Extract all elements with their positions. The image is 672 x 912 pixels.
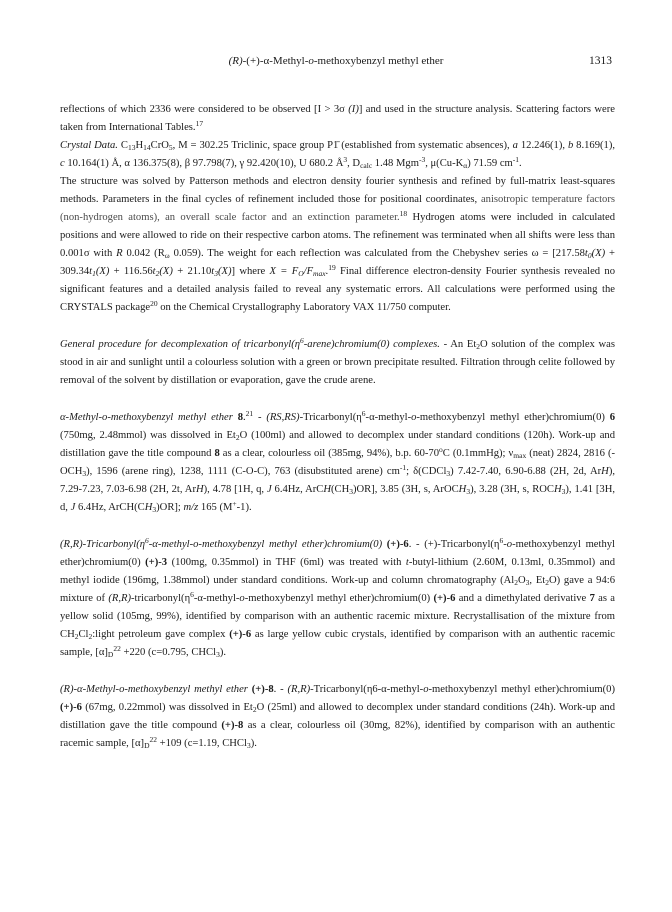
paragraph-crystal-data: Crystal Data. $C_{13}H_{14}CrO_5$, M = 302.25 Triclinic, space group P1̄ (established from systematic absences), a 12.246(1), b 8.169(1), c 10.164(1) Å, α 136.375(8), β 97.798(7), γ 92.420(10), U 680.2 $Å^3$, $D_{calc}$ 1.48 Mgm$^{-3}$, $\mu(Cu-K_\alpha)$ 71.59 $cm^{-1}$.	[60, 140, 615, 170]
paragraph-general-procedure: General procedure for decomplexation of $tricarbonyl(\eta^6-arene)chromium(0)$ complexes. - An $Et_2O$ solution of the complex was stood in air and sunlight until a colourless solution with a green or brown precipitate resulted. Filtration through celite followed by removal of the solvent by distillation or evaporation, gave the crude arene.	[60, 336, 615, 386]
paragraph-complex-6: $(R,R)-Tricarbonyl(\eta^6-\alpha-methyl-o$-methoxybenzyl methyl ether)chromium(0) (+)-6. - $(+)-Tricarbonyl(\eta^6-o$-methoxybenzyl methyl ether)chromium(0) (+)-3 (100mg, 0.35mmol) in THF (6ml) was treated with t-butyl-lithium (2.60M, 0.13ml, 0.35mmol) and methyl iodide (196mg, 1.38mmol) under standard conditions. Work-up and column chromatography ($Al_2O_3$, $Et_2O$) gave a 94:6 mixture of $(R,R)-tricarbonyl(\eta^6-\alpha-methyl-o$-methoxybenzyl methyl ether)chromium(0) (+)-6 and a dimethylated derivative 7 as a yellow solid (105mg, 99%), identified by comparison with an authentic racemic mixture. Recrystallisation of the mixture from $CH_2Cl_2:light$ petroleum gave complex (+)-6 as large yellow cubic crystals, identified by comparison with an authentic racemic sample, $[\alpha]_D^{22} +220$ (c=0.795, CHCl$_3$).	[60, 536, 615, 659]
running-title: (R)-(+)-α-Methyl-o-methoxybenzyl methyl ether	[228, 55, 444, 67]
paragraph-reflections: reflections of which 2336 were considered to be observed [I > 3σ (I)] and used in the structure analysis. Scattering factors were taken from International Tables.$^{17}$	[60, 104, 615, 133]
body-text	[60, 101, 615, 753]
paragraph-compound-8: α-Methyl-o-methoxybenzyl methyl ether $8.21 - (RS,RS)-Tricarbonyl(\eta^6-\alpha-methyl-o$-methoxybenzyl methyl ether)chromium(0) 6 (750mg, 2.48mmol) was dissolved in $Et_2O$ (100ml) and allowed to decomplex under standard conditions (120h). Work-up and distillation gave the title compound 8 as a clear, colourless oil (385mg, 94%), b.p. 60-70$^o$C (0.1mmHg); $\nu_{max}$ (neat) 2824, 2816 $(-OCH_3)$, 1596 (arene ring), 1238, 1111 (C-O-C), 763 (disubstituted arene) $cm^{-1}$; δ(CDCl$_3$) 7.42-7.40, 6.90-6.88 (2H, 2d, ArH), 7.29-7.23, 7.03-6.98 (2H, 2t, ArH), 4.78 [1H, q, J 6.4Hz, $ArCH(CH_3)OR$], 3.85 (3H, s, ArOCH$_3$), 3.28 (3H, s, $ROCH_3$), 1.41 [3H, d, J 6.4Hz, $ArCH(CH_3)OR$]; m/z 165 (M+-1).	[60, 409, 616, 514]
page-number: 1313	[589, 55, 612, 67]
paragraph-structure-solution: The structure was solved by Patterson methods and electron density fourier synthesis and refined by full-matrix least-squares methods. Parameters in the final cycles of refinement included those for positional coordinates, anisotropic temperature factors (non-hydrogen atoms), an overall scale factor and an extinction parameter.$^{18}$ Hydrogen atoms were included in calculated positions and were allowed to ride on their respective carbon atoms. The refinement was terminated when all shifts were less than 0.001σ with R 0.042 ($R_\omega$ 0.059). The weight for each reflection was calculated from the Chebyshev series $\omega = [217.58t_0(X) + 309.34t_1(X) + 116.56t_2(X) + 21.10t_3(X)]$ where $X = F_O/F_{max}.^{19}$ Final difference electron-density Fourier synthesis revealed no significant features and a detailed analysis failed to reveal any systematic errors. All calculations were performed using the CRYSTALS package$^{20}$ on the Chemical Crystallography Laboratory VAX 11/750 computer.	[60, 176, 615, 313]
paragraph-compound-plus-8: (R)-α-Methyl-o-methoxybenzyl methyl ether (+)-8. - (R,R)-Tricarbonyl(η6-α-methyl-o-methoxybenzyl methyl ether)chromium(0) (+)-6 (67mg, 0.22mmol) was dissolved in $Et_2O$ (25ml) and allowed to decomplex under standard conditions (24h). Work-up and distillation gave the title compound (+)-8 as a clear, colourless oil (30mg, 82%), identified by comparison with an authentic racemic sample, $[\alpha]_D^{22} +109$ (c=1.19, CHCl$_3$).	[60, 684, 616, 750]
running-head	[60, 52, 612, 70]
